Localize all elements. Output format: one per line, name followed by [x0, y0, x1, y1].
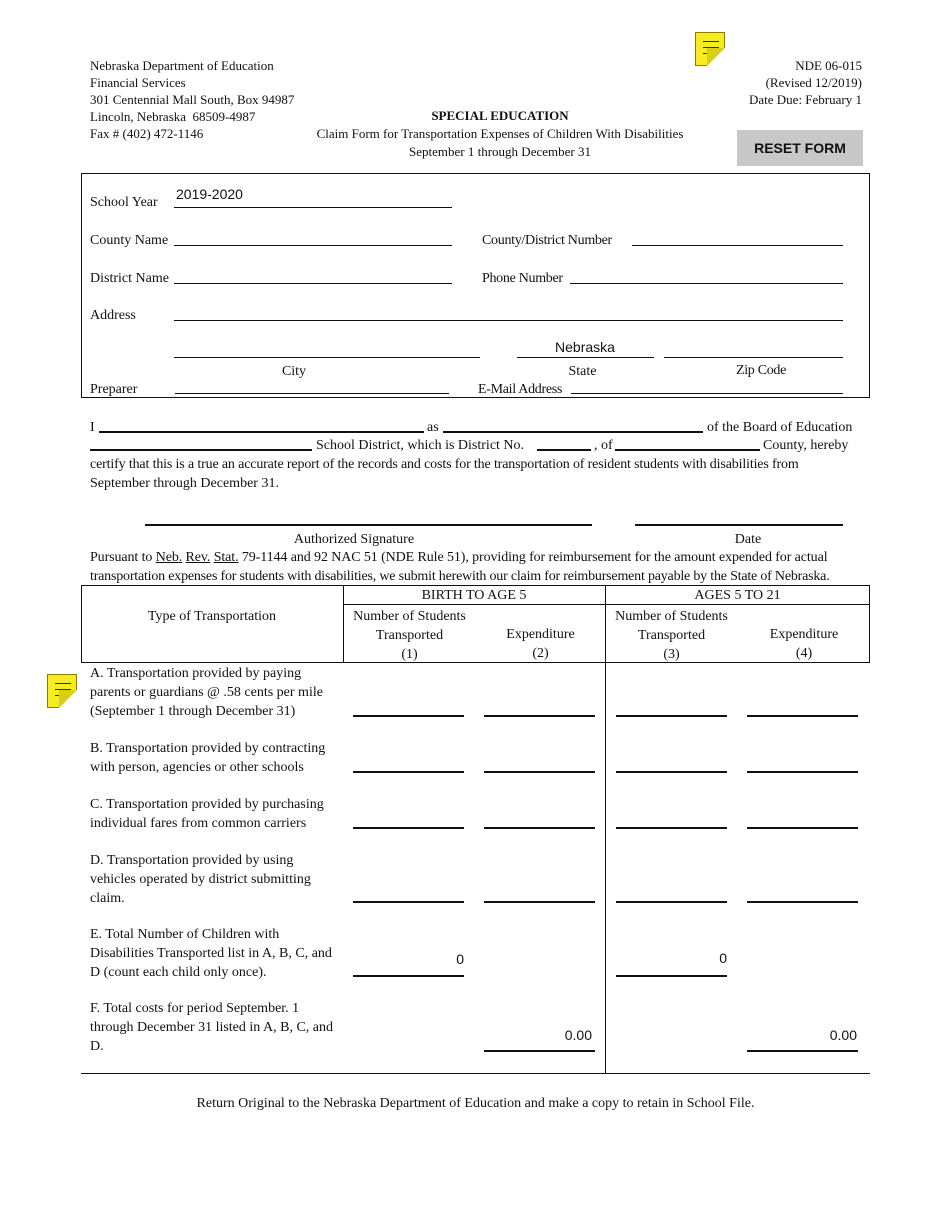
school-year-field[interactable]	[174, 207, 452, 208]
authorized-signature-label: Authorized Signature	[293, 532, 415, 547]
row-f-label	[90, 1000, 333, 1056]
cert-i-label: I	[90, 420, 95, 435]
org-line: Financial Services	[90, 75, 186, 90]
row-a-col2-field[interactable]	[484, 715, 595, 717]
zip-code-label: Zip Code	[735, 363, 787, 378]
district-name-field[interactable]	[174, 283, 452, 284]
row-a-label	[90, 665, 323, 721]
pursuant-line2: transportation expenses for students with disabilities, we submit herewith our claim for reimbursement payable by the State of Nebraska.	[90, 569, 830, 584]
row-c-line: C. Transportation provided by purchasing	[90, 797, 324, 812]
city-label: City	[281, 364, 307, 379]
col1-title: Number of Students	[353, 609, 466, 624]
row-a-col3-field[interactable]	[616, 715, 727, 717]
row-d-col2-field[interactable]	[484, 901, 595, 903]
row-e-col3-value[interactable]: 0	[719, 950, 727, 966]
col3-header	[605, 608, 738, 664]
email-label: E-Mail Address	[478, 382, 563, 397]
row-b-col1-field[interactable]	[353, 771, 464, 773]
row-f-line: F. Total costs for period September. 1	[90, 1001, 300, 1016]
row-e-col1-value[interactable]: 0	[456, 951, 464, 967]
reset-form-button[interactable]: RESET FORM	[737, 130, 863, 166]
col1-number: (1)	[401, 647, 418, 662]
pursuant-text: Pursuant to	[90, 550, 156, 565]
row-f-line: D.	[90, 1039, 104, 1054]
state-value[interactable]: Nebraska	[555, 339, 615, 355]
form-title: SPECIAL EDUCATION	[431, 108, 569, 123]
row-c-col3-field[interactable]	[616, 827, 727, 829]
row-d-label	[90, 852, 311, 908]
form-number: NDE 06-015	[795, 58, 862, 73]
statute-rev: Rev.	[185, 550, 211, 565]
org-line: Nebraska Department of Education	[90, 58, 274, 73]
form-subtitle: Claim Form for Transportation Expenses of Children With Disabilities	[316, 126, 684, 141]
sticky-note-icon[interactable]	[47, 674, 77, 708]
row-f-line: through December 31 listed in A, B, C, and	[90, 1020, 334, 1035]
form-title-block	[280, 107, 720, 160]
form-meta	[700, 57, 862, 108]
pursuant-text-rest: 79-1144 and 92 NAC 51 (NDE Rule 51), providing for reimbursement for the amount expended for actual	[238, 550, 828, 565]
signature-date-field[interactable]	[635, 524, 843, 526]
phone-number-field[interactable]	[570, 283, 843, 284]
statute-stat: Stat.	[213, 550, 239, 565]
row-c-label	[90, 796, 324, 833]
address-label: Address	[90, 308, 136, 323]
org-line: Fax # (402) 472-1146	[90, 126, 204, 141]
table-bottom-border	[81, 1073, 870, 1074]
row-d-line: claim.	[90, 891, 125, 906]
cert-board-label: of the Board of Education	[707, 420, 853, 435]
row-b-line: with person, agencies or other schools	[90, 760, 304, 775]
row-f-col4-value[interactable]: 0.00	[829, 1027, 857, 1043]
row-d-col4-field[interactable]	[747, 901, 858, 903]
statute-neb: Neb.	[155, 550, 183, 565]
row-b-col4-field[interactable]	[747, 771, 858, 773]
row-a-line: parents or guardians @ .58 cents per mile	[90, 685, 323, 700]
row-e-line: E. Total Number of Children with	[90, 927, 280, 942]
row-b-label	[90, 740, 325, 777]
school-year-label: School Year	[90, 195, 158, 210]
form-period: September 1 through December 31	[409, 144, 591, 159]
col3-title: Number of Students	[615, 609, 728, 624]
row-f-col4-field[interactable]	[747, 1050, 858, 1052]
cert-text-line1: certify that this is a true an accurate report of the records and costs for the transportation of resident students with disabilities from	[90, 457, 799, 472]
cert-text-line2: September through December 31.	[90, 476, 279, 491]
row-e-col1-field[interactable]	[353, 975, 464, 977]
row-b-line: B. Transportation provided by contracting	[90, 741, 326, 756]
org-line: 301 Centennial Mall South, Box 94987	[90, 92, 295, 107]
pursuant-line1	[90, 549, 827, 567]
col3-number: (3)	[663, 647, 680, 662]
date-label: Date	[734, 532, 762, 547]
birth-to-age5-header: BIRTH TO AGE 5	[421, 588, 527, 603]
row-e-col3-field[interactable]	[616, 975, 727, 977]
row-f-col2-field[interactable]	[484, 1050, 595, 1052]
row-b-col3-field[interactable]	[616, 771, 727, 773]
form-revised: (Revised 12/2019)	[765, 75, 862, 90]
org-address	[90, 57, 294, 142]
col4-title: Expenditure	[769, 627, 839, 642]
authorized-signature-field[interactable]	[145, 524, 592, 526]
email-field[interactable]	[571, 393, 843, 394]
col1-header	[343, 608, 476, 664]
col3-subtitle: Transported	[637, 628, 706, 643]
row-e-line: Disabilities Transported list in A, B, C, and	[90, 946, 332, 961]
row-d-col1-field[interactable]	[353, 901, 464, 903]
col2-title: Expenditure	[506, 627, 575, 642]
district-name-label: District Name	[90, 271, 169, 286]
county-name-field[interactable]	[174, 245, 452, 246]
row-c-col4-field[interactable]	[747, 827, 858, 829]
ages-5-to-21-header: AGES 5 TO 21	[694, 588, 781, 603]
address-field[interactable]	[174, 320, 843, 321]
preparer-label: Preparer	[90, 382, 138, 397]
row-a-line: A. Transportation provided by paying	[90, 666, 302, 681]
col1-subtitle: Transported	[375, 628, 444, 643]
row-a-col1-field[interactable]	[353, 715, 464, 717]
col4-header	[738, 626, 870, 663]
row-c-col2-field[interactable]	[484, 827, 595, 829]
row-d-col3-field[interactable]	[616, 901, 727, 903]
row-c-col1-field[interactable]	[353, 827, 464, 829]
cert-county-field[interactable]	[615, 449, 760, 451]
date-due: Date Due: February 1	[749, 92, 862, 107]
cert-county-hereby-label: County, hereby	[763, 438, 849, 453]
zip-code-field[interactable]	[664, 357, 843, 358]
cert-school-district-label: School District, which is District No.	[316, 438, 525, 453]
col4-number: (4)	[795, 646, 813, 661]
city-field[interactable]	[174, 357, 480, 358]
phone-number-label: Phone Number	[482, 271, 563, 286]
col2-number: (2)	[532, 646, 549, 661]
row-e-label	[90, 926, 332, 982]
col2-header	[476, 626, 605, 663]
state-field[interactable]	[517, 357, 654, 358]
row-d-line: D. Transportation provided by using	[90, 853, 294, 868]
state-label: State	[568, 364, 597, 379]
row-b-col2-field[interactable]	[484, 771, 595, 773]
row-e-line: D (count each child only once).	[90, 965, 267, 980]
row-c-line: individual fares from common carriers	[90, 816, 307, 831]
school-year-value[interactable]: 2019-2020	[176, 186, 243, 202]
school-district-name-field[interactable]	[90, 449, 312, 451]
org-line: Lincoln, Nebraska 68509-4987	[90, 109, 256, 124]
cert-as-label: as	[427, 420, 439, 435]
county-district-number-field[interactable]	[632, 245, 843, 246]
cert-of-label: , of	[594, 438, 613, 453]
type-of-transportation-header: Type of Transportation	[147, 609, 277, 624]
certifier-name-field[interactable]	[99, 431, 424, 433]
county-name-label: County Name	[90, 233, 169, 248]
row-a-line: (September 1 through December 31)	[90, 704, 296, 719]
row-d-line: vehicles operated by district submitting	[90, 872, 311, 887]
row-a-col4-field[interactable]	[747, 715, 858, 717]
certifier-title-field[interactable]	[443, 431, 703, 433]
footer-note: Return Original to the Nebraska Department of Education and make a copy to retain in School File.	[196, 1096, 755, 1111]
county-district-number-label: County/District Number	[482, 233, 612, 248]
district-number-field[interactable]	[537, 449, 591, 451]
row-f-col2-value[interactable]: 0.00	[564, 1027, 592, 1043]
preparer-field[interactable]	[175, 393, 449, 394]
